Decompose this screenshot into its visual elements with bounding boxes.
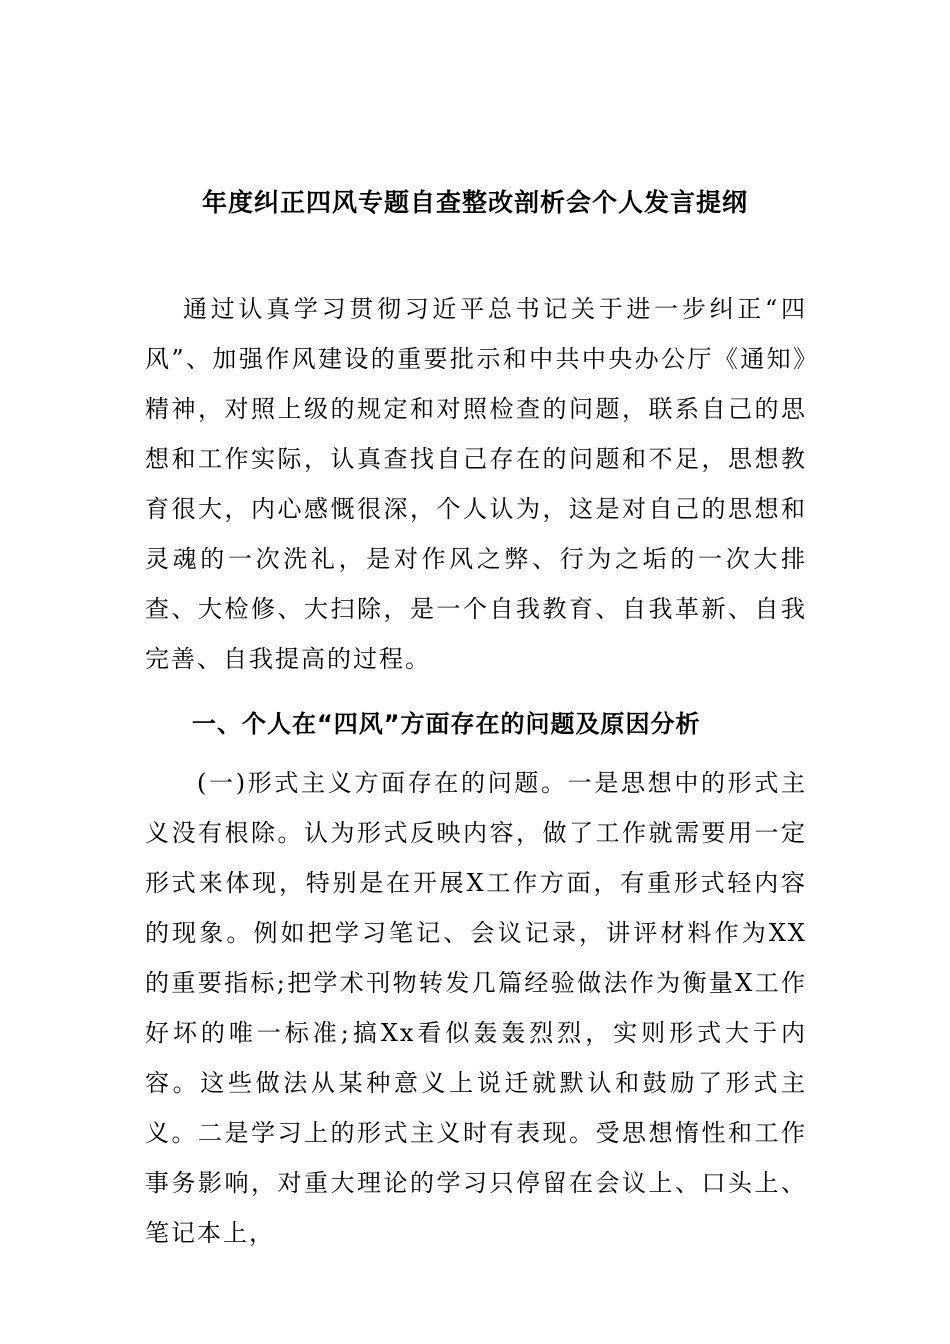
document-title: 年度纠正四风专题自查整改剖析会个人发言提纲 xyxy=(201,187,748,217)
formalism-paragraph: (一)形式主义方面存在的问题。一是思想中的形式主义没有根除。认为形式反映内容，做了工作就需要用一定形式来体现，特别是在开展X工作方面，有重形式轻内容的现象。例如把学习笔记、会议记录，讲评材料作为XX的重要指标;把学术刊物转发几篇经验做法作为衡量X工作好坏的唯一标准;搞Xx看似轰轰烈烈，实则形式大于内容。这些做法从某种意义上说迁就默认和鼓励了形式主义。二是学习上的形式主义时有表现。受思想惰性和工作事务影响，对重大理论的学习只停留在会议上、口头上、笔记本上， xyxy=(145,769,807,1247)
section-heading: 一、个人在“四风”方面存在的问题及原因分析 xyxy=(192,710,701,738)
intro-paragraph: 通过认真学习贯彻习近平总书记关于进一步纠正“四风”、加强作风建设的重要批示和中共中央办公厅《通知》精神，对照上级的规定和对照检查的问题，联系自己的思想和工作实际，认真查找自己存在的问题和不足，思想教育很大，内心感慨很深，个人认为，这是对自己的思想和灵魂的一次洗礼，是对作风之弊、行为之垢的一次大排查、大检修、大扫除，是一个自我教育、自我革新、自我完善、自我提高的过程。 xyxy=(145,295,807,673)
